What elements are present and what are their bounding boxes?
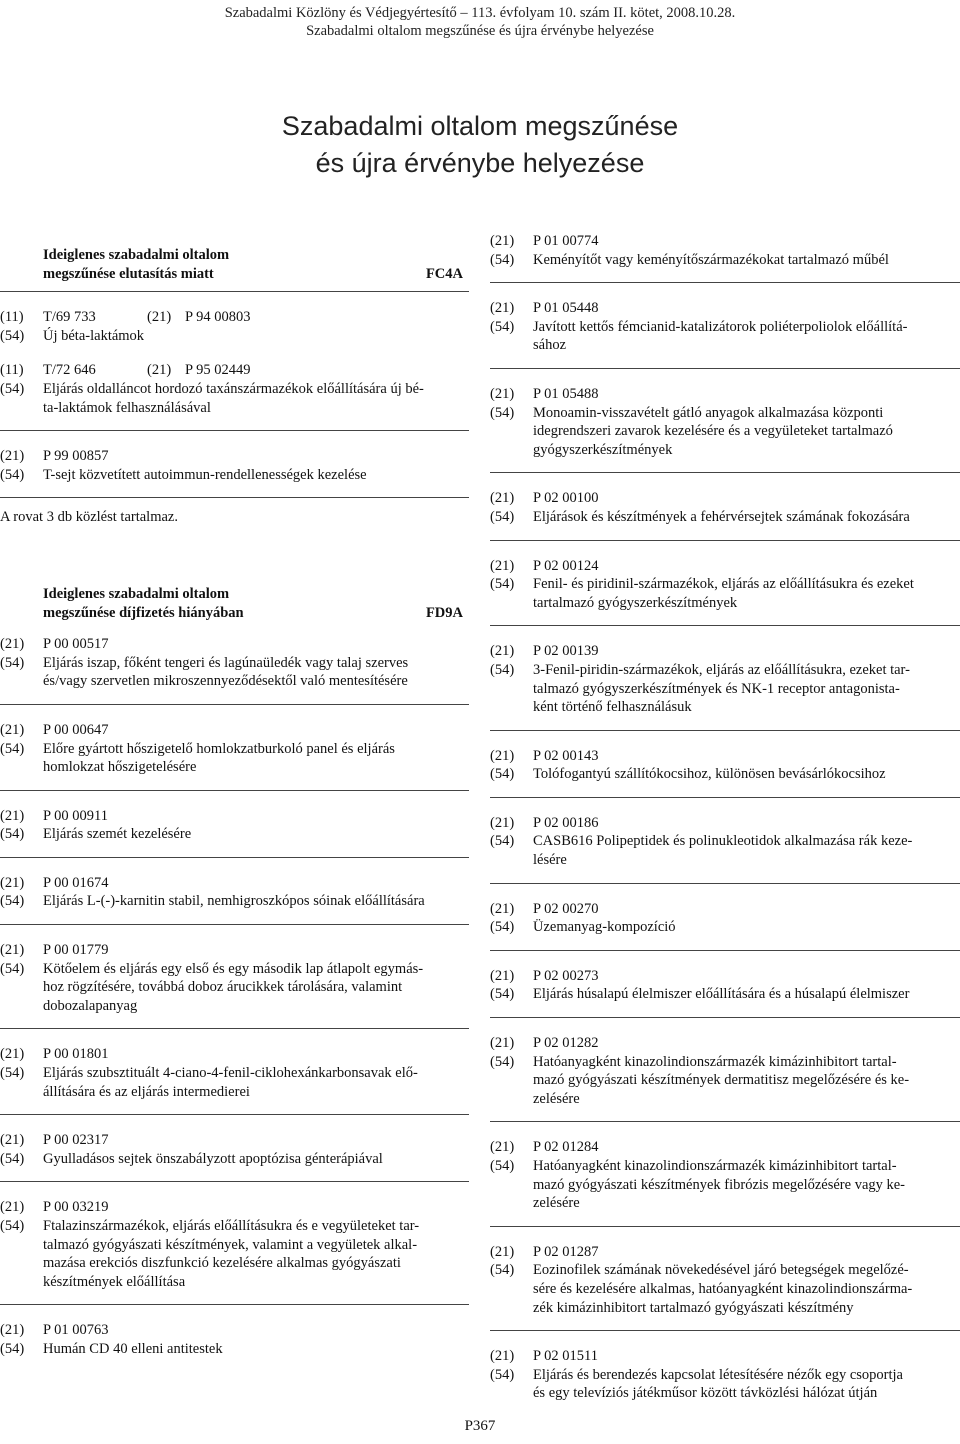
invention-title-line: Monoamin-visszavételt gátló anyagok alkalmazása központi (533, 404, 884, 421)
entry-title-line (490, 832, 960, 851)
entry-title-line (490, 1280, 960, 1299)
invention-title-line: Eljárás L-(-)-karnitin stabil, nemhigroszkópos sóinak előállítására (43, 893, 425, 910)
field-label-21: (21) (0, 1046, 25, 1063)
patent-entry (0, 1045, 469, 1101)
left-column (0, 232, 469, 1359)
field-label-54: (54) (490, 404, 515, 421)
entry-title-line (490, 1176, 960, 1195)
entry-divider (490, 282, 960, 283)
application-number: P 00 03219 (43, 1199, 109, 1216)
entry-title-line (0, 825, 469, 844)
entry-numbers-line (0, 874, 469, 893)
entry-numbers-line (490, 1034, 960, 1053)
entry-numbers-line (490, 1243, 960, 1262)
field-label-21: (21) (490, 557, 515, 574)
field-label-54: (54) (490, 251, 515, 268)
entry-divider (490, 1121, 960, 1122)
entry-divider (0, 1181, 469, 1182)
patent-entry (490, 232, 960, 269)
entry-divider (0, 704, 469, 705)
entry-divider (490, 625, 960, 626)
invention-title-line: Eljárás húsalapú élelmiszer előállítására és a húsalapú élelmiszer (533, 986, 910, 1003)
field-label-54: (54) (490, 833, 515, 850)
field-label-21: (21) (490, 814, 515, 831)
invention-title-line: talmazó gyógyászati készítmények, valamint a vegyületek alkal- (43, 1236, 418, 1253)
entry-title-line (0, 654, 469, 673)
entry-title-line (490, 1194, 960, 1213)
invention-title-line: Eljárás iszap, főként tengeri és lagúnaüledék vagy talaj szerves (43, 654, 409, 671)
entry-title-line (0, 1340, 469, 1359)
field-label-21: (21) (490, 490, 515, 507)
field-label-21: (21) (0, 1199, 25, 1216)
invention-title-line: készítmények előállítása (43, 1273, 186, 1290)
invention-title-line: zék kimázinhibitort tartalmazó gyógyászati készítmény (533, 1299, 854, 1316)
patent-entry (490, 299, 960, 355)
patent-entry (0, 447, 469, 484)
application-number: P 02 00124 (533, 557, 599, 574)
application-number: P 02 00139 (533, 643, 599, 660)
entry-title-line (0, 1150, 469, 1169)
patent-entry (0, 1198, 469, 1291)
patent-entry (0, 807, 469, 844)
entry-title-line (0, 672, 469, 691)
invention-title-line: Eljárás szubsztituált 4-ciano-4-fenil-ciklohexánkarbonsavak elő- (43, 1065, 418, 1082)
invention-title-line: Eljárás szemét kezelésére (43, 826, 192, 843)
entry-title-line (490, 594, 960, 613)
entry-title-line (0, 1064, 469, 1083)
application-number: P 99 00857 (43, 448, 109, 465)
field-label-54: (54) (0, 740, 25, 757)
field-label-54: (54) (490, 1262, 515, 1279)
entry-divider (490, 730, 960, 731)
application-number: P 00 01801 (43, 1046, 109, 1063)
entry-title-line (490, 441, 960, 460)
patent-entry (490, 489, 960, 526)
section-heading-fc4a (0, 246, 469, 283)
entry-divider (490, 1330, 960, 1331)
field-label-54: (54) (0, 1218, 25, 1234)
entry-numbers-line (0, 1131, 469, 1150)
section-entries-fd9a (0, 635, 469, 1358)
entry-divider (0, 1114, 469, 1115)
entry-title-line (0, 466, 469, 485)
invention-title-line: Üzemanyag-kompozíció (533, 919, 676, 936)
invention-title: Új béta-laktámok (43, 327, 145, 344)
field-label-21: (21) (0, 807, 25, 824)
application-number: P 02 00270 (533, 900, 599, 917)
invention-title-line: homlokzat hőszigetelésére (43, 759, 197, 776)
entry-numbers-line (0, 308, 469, 327)
patent-entry (0, 1321, 469, 1358)
section-entries-continued (490, 232, 960, 1403)
entry-title-line (490, 404, 960, 423)
field-label-21: (21) (490, 1243, 515, 1260)
invention-title-line-2: ta-laktámok felhasználásával (43, 399, 211, 416)
invention-title-line: állítására és az eljárás intermedierei (43, 1083, 250, 1100)
entry-divider (0, 497, 469, 498)
patent-entry (0, 635, 469, 691)
entry-divider (490, 472, 960, 473)
entry-title-line (490, 336, 960, 355)
entry-divider (490, 1017, 960, 1018)
entry-divider (0, 924, 469, 925)
entry-numbers-line (490, 814, 960, 833)
header-journal-line: Szabadalmi Közlöny és Védjegyértesítő – 113. évfolyam 10. szám II. kötet, 2008.10.28. (224, 5, 736, 21)
patent-entry (0, 361, 469, 417)
application-number: P 00 02317 (43, 1132, 109, 1149)
running-header (0, 4, 960, 40)
patent-entry (490, 557, 960, 613)
entry-numbers-line (490, 1347, 960, 1366)
application-number: P 02 01287 (533, 1243, 599, 1260)
header-section-line: Szabadalmi oltalom megszűnése és újra érvénybe helyezése (306, 23, 654, 39)
application-number: P 00 00517 (43, 636, 109, 653)
field-label-21: (21) (490, 300, 515, 317)
entry-divider (490, 1226, 960, 1227)
field-label-21: (21) (490, 900, 515, 917)
entry-divider (0, 430, 469, 431)
entry-numbers-line (490, 385, 960, 404)
entry-numbers-line (0, 1321, 469, 1340)
field-label-54: (54) (0, 893, 25, 910)
application-number: P 01 00763 (43, 1322, 109, 1339)
section-heading-fd9a (0, 585, 469, 622)
entry-title-line (490, 1071, 960, 1090)
entry-title-line (0, 327, 469, 346)
field-label-54: (54) (490, 508, 515, 525)
application-number: P 00 01779 (43, 942, 109, 959)
invention-title-line: mazása erekciós diszfunkció kezelésére alkalmas gyógyászati (43, 1255, 401, 1272)
entry-title-line (0, 1273, 469, 1292)
entry-divider (490, 368, 960, 369)
invention-title-line: ként történő felhasználásuk (533, 699, 692, 716)
entry-numbers-line (490, 1138, 960, 1157)
invention-title-line: idegrendszeri zavarok kezelésére és a vegyületeket tartalmazó (533, 423, 893, 440)
entry-title-line (490, 1384, 960, 1403)
section-heading-line-1: Ideiglenes szabadalmi oltalom (43, 247, 230, 263)
application-number: P 02 00100 (533, 490, 599, 507)
page-number: P367 (464, 1418, 496, 1434)
entry-title-line (490, 318, 960, 337)
entry-title-line (0, 758, 469, 777)
application-number: P 95 02449 (185, 362, 251, 379)
field-label-54: (54) (490, 318, 515, 335)
entry-divider (490, 797, 960, 798)
field-label-54: (54) (490, 576, 515, 593)
section-heading-line-2: megszűnése elutasítás miatt (43, 265, 214, 282)
field-label-11: (11) (0, 362, 24, 379)
entry-title-line (490, 251, 960, 270)
invention-title-line: sére és kezelésére alkalmas, hatóanyagként kinazolindionszárma- (533, 1280, 913, 1297)
entry-title-line (490, 698, 960, 717)
invention-title-line: Ftalazinszármazékok, eljárás előállításukra és e vegyületeket tar- (43, 1218, 420, 1234)
entry-title-line (490, 1090, 960, 1109)
invention-title-line: zelésére (533, 1195, 580, 1212)
field-label-21: (21) (0, 636, 25, 653)
entry-numbers-line (0, 807, 469, 826)
patent-entry (490, 814, 960, 870)
entry-numbers-line (490, 747, 960, 766)
invention-title-line: sához (533, 337, 567, 354)
patent-entry (0, 721, 469, 777)
entry-divider (0, 857, 469, 858)
field-label-54: (54) (490, 661, 515, 678)
entry-divider (0, 790, 469, 791)
section-divider (0, 291, 469, 292)
page-title-line-2: és újra érvénybe helyezése (315, 148, 645, 178)
entry-numbers-line (0, 721, 469, 740)
invention-title-line: mazó gyógyászati készítmények dermatitisz megelőzésére és ke- (533, 1072, 910, 1089)
invention-title-line: Előre gyártott hőszigetelő homlokzatburkoló panel és eljárás (43, 740, 395, 757)
application-number: P 01 00774 (533, 233, 599, 249)
entry-title-line (490, 851, 960, 870)
entry-title-line (490, 575, 960, 594)
field-label-21: (21) (0, 942, 25, 959)
entry-divider (490, 883, 960, 884)
patent-entry (490, 1347, 960, 1403)
invention-title-line: dobozalapanyag (43, 997, 138, 1014)
application-number: P 01 05448 (533, 300, 599, 317)
field-label-21: (21) (490, 747, 515, 764)
application-number: P 94 00803 (185, 309, 251, 326)
field-label-54: (54) (490, 766, 515, 783)
application-number: P 02 00186 (533, 814, 599, 831)
field-label-11: (11) (0, 309, 24, 326)
patent-entry (490, 642, 960, 716)
entry-title-line (490, 765, 960, 784)
patent-entry (0, 941, 469, 1015)
application-number: P 00 00647 (43, 721, 109, 738)
invention-title-line: lésére (533, 852, 567, 869)
entry-title-line (490, 680, 960, 699)
field-label-21: (21) (490, 643, 515, 660)
entry-numbers-line (490, 489, 960, 508)
field-label-21: (21) (490, 1139, 515, 1156)
field-label-21: (21) (490, 385, 515, 402)
entry-divider (0, 1028, 469, 1029)
entry-title-line (0, 1083, 469, 1102)
patent-entry (0, 874, 469, 911)
field-label-54: (54) (0, 1065, 25, 1082)
field-label-21: (21) (0, 721, 25, 738)
patent-entry (490, 747, 960, 784)
entry-title-line (490, 1261, 960, 1280)
entry-title-line (490, 422, 960, 441)
entry-title-line (0, 1254, 469, 1273)
application-number: P 02 01284 (533, 1139, 599, 1156)
invention-title-line: Fenil- és piridinil-származékok, eljárás az előállításukra és ezeket (533, 576, 914, 593)
page-title (0, 108, 960, 182)
entry-numbers-line (0, 1045, 469, 1064)
field-label-21: (21) (490, 1035, 515, 1052)
patent-entry (490, 1034, 960, 1108)
entry-title-line (0, 399, 469, 418)
invention-title-line: zelésére (533, 1090, 580, 1107)
application-number: P 02 00273 (533, 967, 599, 984)
field-label-54: (54) (0, 1340, 25, 1357)
entry-title-line (490, 1053, 960, 1072)
invention-title-line: Hatóanyagként kinazolindionszármazék kimázinhibitort tartal- (533, 1158, 897, 1174)
entry-title-line (0, 978, 469, 997)
registration-number: T/72 646 (43, 362, 96, 379)
invention-title-line: és/vagy szervetlen mikroszennyeződésektől való mentesítésére (43, 673, 408, 690)
entry-title-line (490, 1366, 960, 1385)
patent-entry (490, 1138, 960, 1212)
entry-title-line (490, 985, 960, 1004)
entry-title-line (0, 740, 469, 759)
patent-entry (490, 1243, 960, 1317)
page-title-line-1: Szabadalmi oltalom megszűnése (281, 111, 679, 141)
invention-title-line: Javított kettős fémcianid-katalizátorok poliéterpoliolok előállítá- (533, 318, 908, 335)
entry-divider (490, 540, 960, 541)
entry-numbers-line (490, 557, 960, 576)
field-label-54: (54) (490, 919, 515, 936)
entry-title-line (0, 960, 469, 979)
section-heading-line-2: megszűnése díjfizetés hiányában (43, 604, 244, 621)
field-label-21: (21) (147, 362, 172, 379)
field-label-21: (21) (490, 967, 515, 984)
field-label-54: (54) (0, 466, 25, 483)
application-number: P 02 01511 (533, 1348, 598, 1365)
entry-title-line (0, 1236, 469, 1255)
invention-title-line: Tolófogantyú szállítókocsihoz, különösen bevásárlókocsihoz (533, 766, 886, 783)
field-label-54: (54) (490, 1053, 515, 1070)
field-label-21: (21) (0, 1322, 25, 1339)
invention-title-line: Humán CD 40 elleni antitestek (43, 1340, 223, 1357)
right-column (490, 232, 960, 1403)
invention-title-line: Eljárások és készítmények a fehérvérsejtek számának fokozására (533, 508, 910, 525)
invention-title-line: Eozinofilek számának növekedésével járó betegségek megelőzé- (533, 1262, 909, 1279)
field-label-54: (54) (490, 986, 515, 1003)
field-label-54: (54) (0, 327, 25, 344)
invention-title-line: Gyulladásos sejtek önszabályzott apoptózisa génterápiával (43, 1150, 383, 1167)
section-code: FD9A (425, 604, 463, 621)
invention-title-line: Eljárás és berendezés kapcsolat létesítésére nézők egy csoportja (533, 1366, 903, 1383)
entry-numbers-line (490, 967, 960, 986)
field-label-54: (54) (0, 960, 25, 977)
entry-title-line (490, 918, 960, 937)
patent-entry (490, 385, 960, 459)
entry-title-line (490, 1157, 960, 1176)
application-number: P 00 00911 (43, 807, 108, 824)
field-label-21: (21) (0, 448, 25, 465)
field-label-54: (54) (0, 654, 25, 671)
invention-title-line: mazó gyógyászati készítmények fibrózis megelőzésére vagy ke- (533, 1176, 906, 1193)
entry-title-line (0, 380, 469, 399)
entry-numbers-line (0, 941, 469, 960)
invention-title: T-sejt közvetített autoimmun-rendellenességek kezelése (43, 466, 367, 483)
entry-numbers-line (0, 1198, 469, 1217)
invention-title-line: Keményítőt vagy keményítőszármazékokat tartalmazó műbél (533, 251, 889, 268)
invention-title-line: hoz rögzítésére, továbbá doboz árucikkek tárolására, valamint (43, 979, 403, 996)
entry-divider (490, 950, 960, 951)
application-number: P 01 05488 (533, 385, 599, 402)
invention-title-line: Kötőelem és eljárás egy első és egy második lap átlapolt egymás- (43, 960, 424, 977)
entry-title-line (0, 997, 469, 1016)
patent-entry (0, 308, 469, 345)
section-heading-line-1: Ideiglenes szabadalmi oltalom (43, 585, 230, 602)
field-label-54: (54) (490, 1158, 515, 1174)
application-number: P 02 00143 (533, 747, 599, 764)
registration-number: T/69 733 (43, 309, 96, 326)
entry-numbers-line (0, 635, 469, 654)
patent-entry (0, 1131, 469, 1168)
entry-numbers-line (490, 232, 960, 251)
field-label-21: (21) (0, 874, 25, 891)
entry-numbers-line (0, 447, 469, 466)
patent-entry (490, 967, 960, 1004)
entry-numbers-line (490, 299, 960, 318)
application-number: P 02 01282 (533, 1035, 599, 1052)
invention-title-line: 3-Fenil-piridin-származékok, eljárás az előállításukra, ezeket tar- (533, 661, 910, 678)
section-code: FC4A (425, 265, 463, 282)
entry-title-line (490, 508, 960, 527)
field-label-54: (54) (490, 1366, 515, 1383)
field-label-21: (21) (147, 309, 172, 326)
entry-divider (0, 1304, 469, 1305)
invention-title-line: gyógyszerkészítmények (533, 441, 673, 458)
field-label-54: (54) (0, 826, 25, 843)
invention-title-line: CASB616 Polipeptidek és polinukleotidok alkalmazása rák keze- (533, 833, 913, 850)
entry-numbers-line (490, 642, 960, 661)
field-label-54: (54) (0, 380, 25, 397)
entry-numbers-line (0, 361, 469, 380)
field-label-21: (21) (490, 1348, 515, 1365)
invention-title-line: és egy televíziós játékműsor között távközlési hálózat útján (533, 1385, 878, 1402)
invention-title-line: tartalmazó gyógyszerkészítmények (533, 594, 738, 611)
entry-numbers-line (490, 900, 960, 919)
application-number: P 00 01674 (43, 874, 109, 891)
invention-title-line: Hatóanyagként kinazolindionszármazék kimázinhibitort tartal- (533, 1053, 897, 1070)
field-label-21: (21) (490, 233, 515, 249)
entry-title-line (490, 661, 960, 680)
field-label-21: (21) (0, 1132, 25, 1149)
entry-title-line (0, 1217, 469, 1236)
section-count-note: A rovat 3 db közlést tartalmaz. (0, 509, 178, 526)
field-label-54: (54) (0, 1150, 25, 1167)
entry-title-line (490, 1299, 960, 1318)
invention-title-line-1: Eljárás oldalláncot hordozó taxánszármazékok előállítására új bé- (43, 380, 424, 397)
entry-title-line (0, 892, 469, 911)
patent-entry (490, 900, 960, 937)
invention-title-line: talmazó gyógyszerkészítmények és NK-1 receptor antagonista- (533, 680, 900, 697)
